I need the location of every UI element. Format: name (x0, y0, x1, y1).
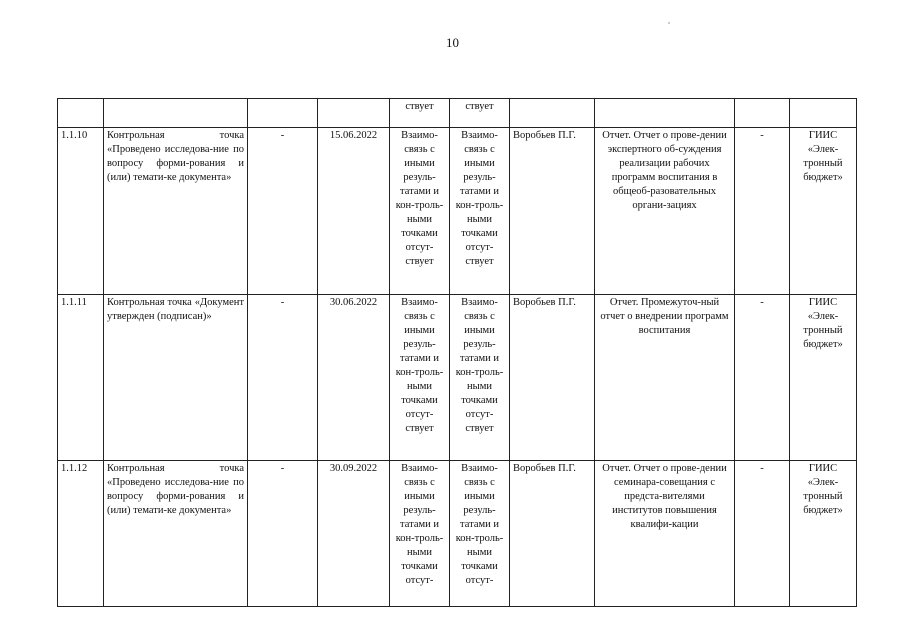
scan-speck (668, 22, 670, 24)
row-prev-link: Взаимо-связь с иными резуль-татами и кон-троль-ными точками отсут-ствует (390, 128, 450, 295)
table-row (58, 128, 857, 295)
row-id: 1.1.11 (58, 295, 104, 461)
cell-result (595, 99, 735, 128)
row-next-link: Взаимо-связь с иными резуль-татами и кон-троль-ными точками отсут-ствует (450, 128, 510, 295)
row-result: Отчет. Отчет о прове-дении экспертного об-суждения реализации рабочих программ воспитания в общеоб-разовательных органи-зациях (595, 128, 735, 295)
row-next-link: Взаимо-связь с иными резуль-татами и кон-троль-ными точками отсут- (450, 461, 510, 607)
row-start: - (248, 461, 318, 607)
row-title: Контрольная точка «Проведено исследова-ние по вопросу форми-рования и (или) темати-ке документа» (104, 461, 248, 607)
table-row (58, 295, 857, 461)
row-level: - (735, 128, 790, 295)
row-system: ГИИС «Элек-тронный бюджет» (790, 295, 857, 461)
cell-system (790, 99, 857, 128)
row-level: - (735, 461, 790, 607)
row-next-link: Взаимо-связь с иными резуль-татами и кон-троль-ными точками отсут-ствует (450, 295, 510, 461)
cell-title (104, 99, 248, 128)
cell-responsible (510, 99, 595, 128)
row-system: ГИИС «Элек-тронный бюджет» (790, 128, 857, 295)
row-id: 1.1.10 (58, 128, 104, 295)
row-responsible: Воробьев П.Г. (510, 128, 595, 295)
plan-table (57, 98, 857, 607)
row-id: 1.1.12 (58, 461, 104, 607)
row-start: - (248, 295, 318, 461)
row-system: ГИИС «Элек-тронный бюджет» (790, 461, 857, 607)
page-number: 10 (446, 35, 459, 50)
row-title: Контрольная точка «Документ утвержден (подписан)» (104, 295, 248, 461)
row-level: - (735, 295, 790, 461)
row-date: 30.06.2022 (318, 295, 390, 461)
table-row (58, 461, 857, 607)
continued-row (58, 99, 857, 128)
row-responsible: Воробьев П.Г. (510, 295, 595, 461)
row-start: - (248, 128, 318, 295)
cell-prev: ствует (390, 99, 450, 128)
row-result: Отчет. Промежуточ-ный отчет о внедрении программ воспитания (595, 295, 735, 461)
row-prev-link: Взаимо-связь с иными резуль-татами и кон-троль-ными точками отсут-ствует (390, 295, 450, 461)
cell-next: ствует (450, 99, 510, 128)
row-result: Отчет. Отчет о прове-дении семинара-совещания с предста-вителями институтов повышения квалифи-кации (595, 461, 735, 607)
row-prev-link: Взаимо-связь с иными резуль-татами и кон-троль-ными точками отсут- (390, 461, 450, 607)
row-title: Контрольная точка «Проведено исследова-ние по вопросу форми-рования и (или) темати-ке документа» (104, 128, 248, 295)
cell-level (735, 99, 790, 128)
row-date: 15.06.2022 (318, 128, 390, 295)
cell-id (58, 99, 104, 128)
row-date: 30.09.2022 (318, 461, 390, 607)
cell-start (248, 99, 318, 128)
row-responsible: Воробьев П.Г. (510, 461, 595, 607)
cell-date (318, 99, 390, 128)
